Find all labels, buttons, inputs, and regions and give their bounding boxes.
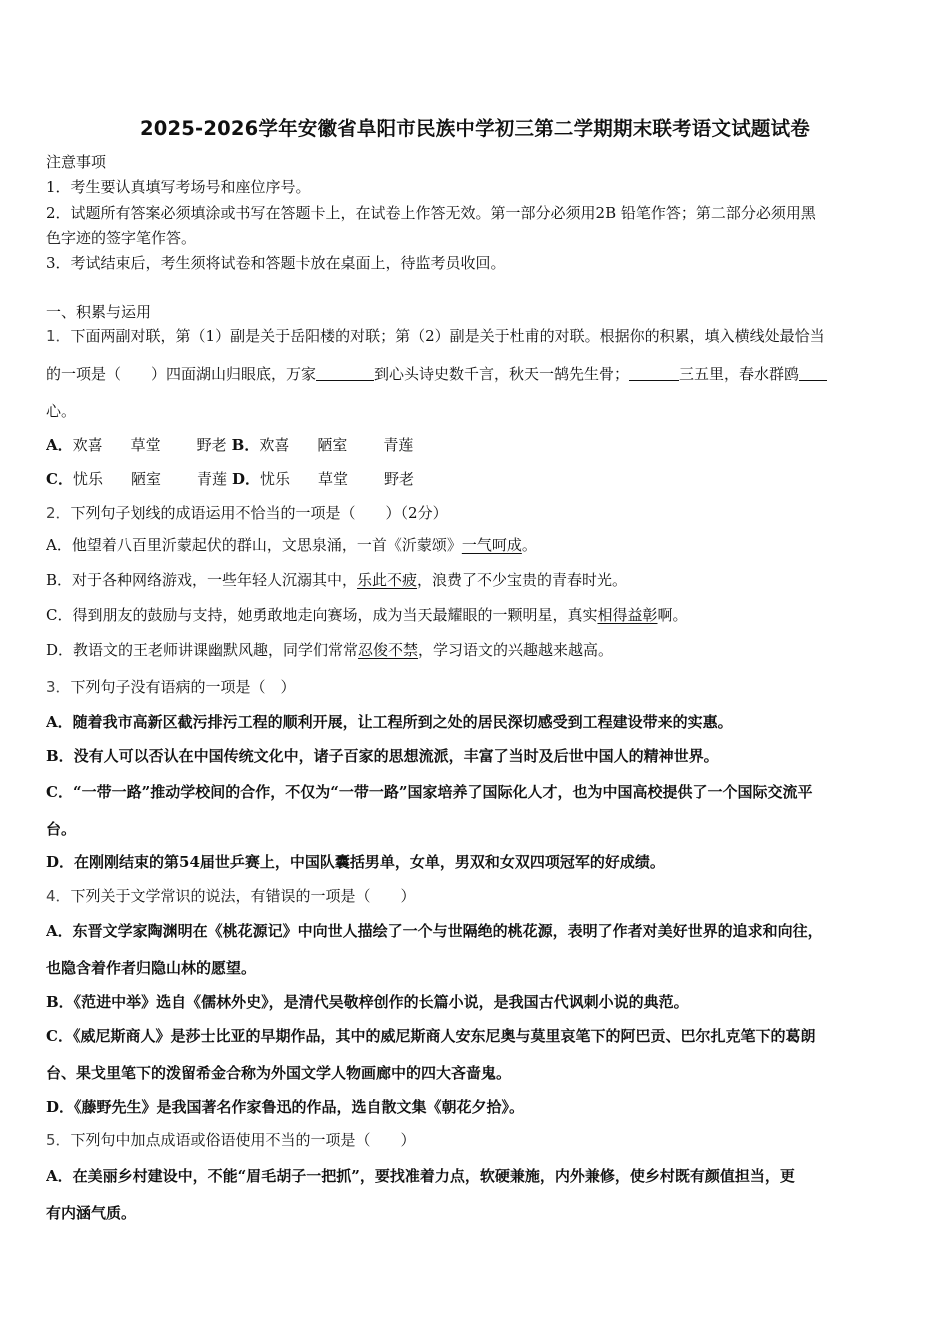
- q4-option-c-line1: C．《威尼斯商人》是莎士比亚的早期作品，其中的威尼斯商人安东尼奥与莫里哀笔下的阿巴贡、巴尔扎克笔下的葛朗: [46, 1027, 816, 1045]
- q1-option-b-label: B．: [231, 436, 260, 454]
- q1-option-a-word1: 欢喜: [72, 436, 103, 454]
- q1-option-d-word1: 忧乐: [259, 470, 290, 488]
- q2-a-idiom: 一气呵成: [461, 536, 522, 554]
- q2-option-c: [46, 605, 908, 625]
- q2-option-d: [46, 640, 908, 660]
- q4-option-a-line1: A．东晋文学家陶渊明在《桃花源记》中向世人描绘了一个与世隔绝的桃花源，表明了作者对美好世界的追求和向往，: [46, 922, 823, 940]
- section-heading: 一、积累与运用: [46, 303, 152, 321]
- q4-number: 4．: [46, 887, 71, 905]
- q2-b-text: B．对于各种网络游戏，一些年轻人沉溺其中，: [46, 571, 358, 589]
- q1-option-d-word3: 野老: [383, 470, 414, 488]
- q1-options-ab: [46, 435, 908, 455]
- q1-stem-line2: [46, 364, 908, 384]
- q5-number: 5．: [46, 1131, 71, 1149]
- notice-item-1: 1．考生要认真填写考场号和座位序号。: [46, 178, 311, 196]
- q2-d-text: D．教语文的王老师讲课幽默风趣，同学们常常: [46, 641, 359, 659]
- q1-blank-1: [316, 366, 374, 381]
- q4-option-b: B．《范进中举》选自《儒林外史》，是清代吴敬梓创作的长篇小说，是我国古代讽刺小说的典范。: [46, 993, 689, 1011]
- q2-b-idiom: 乐此不疲: [357, 571, 418, 589]
- q4-option-d: D．《藤野先生》是我国著名作家鲁迅的作品，选自散文集《朝花夕拾》。: [46, 1098, 525, 1116]
- q1-option-d-word2: 草堂: [317, 470, 348, 488]
- q5-stem: 下列句中加点成语或俗语使用不当的一项是（ ）: [70, 1131, 416, 1149]
- q1-option-d-label: D．: [231, 470, 260, 488]
- q1-option-b-word1: 欢喜: [259, 436, 290, 454]
- q1-option-a-label: A．: [46, 436, 73, 454]
- q2-c-idiom: 相得益彰: [597, 606, 658, 624]
- q2-number: 2．: [46, 504, 71, 522]
- q3-option-d: D．在刚刚结束的第54届世乒赛上，中国队囊括男单，女单，男双和女双四项冠军的好成绩。: [46, 853, 665, 871]
- q3-option-c-line2: 台。: [46, 820, 77, 838]
- notice-item-3: 3．考试结束后，考生须将试卷和答题卡放在桌面上，待监考员收回。: [46, 254, 506, 272]
- q1-option-b-word3: 青莲: [383, 436, 414, 454]
- q1-option-a-word2: 草堂: [130, 436, 161, 454]
- q2-b-end: ，浪费了不少宝贵的青春时光。: [417, 571, 628, 589]
- q1-option-a-word3: 野老: [196, 436, 227, 454]
- q2-option-a: [46, 535, 908, 555]
- q5-option-a-line1: A．在美丽乡村建设中，不能“眉毛胡子一把抓”，要找准着力点，软硬兼施，内外兼修，使乡村既有颜值担当，更: [46, 1167, 795, 1185]
- q1-number: 1．: [46, 327, 71, 345]
- q1-blank-3: [799, 366, 827, 381]
- q2-d-idiom: 忍俊不禁: [358, 641, 419, 659]
- q5-option-a-line2: 有内涵气质。: [46, 1204, 137, 1222]
- q2-option-b: [46, 570, 908, 590]
- q4-option-a-line2: 也隐含着作者归隐山林的愿望。: [46, 959, 257, 977]
- page-title: 2025-2026学年安徽省阜阳市民族中学初三第二学期期末联考语文试题试卷: [139, 117, 811, 140]
- notice-heading: 注意事项: [46, 153, 107, 171]
- q2-c-end: 啊。: [657, 606, 688, 624]
- q3-stem-line: [46, 677, 908, 697]
- q4-stem: 下列关于文学常识的说法，有错误的一项是（ ）: [70, 887, 416, 905]
- notice-item-2: 2．试题所有答案必须填涂或书写在答题卡上，在试卷上作答无效。第一部分必须用2B 铅笔作答；第二部分必须用黑: [46, 204, 816, 222]
- q2-d-end: ，学习语文的兴趣越来越高。: [418, 641, 614, 659]
- q3-stem: 下列句子没有语病的一项是（ ）: [70, 678, 296, 696]
- q1-options-cd: [46, 469, 908, 489]
- q1-stem: 下面两副对联，第（1）副是关于岳阳楼的对联；第（2）副是关于杜甫的对联。根据你的积累，填入横线处最恰当: [70, 327, 825, 345]
- q1-blank-2: [629, 366, 679, 381]
- q4-option-c-line2: 台、果戈里笔下的泼留希金合称为外国文学人物画廊中的四大吝啬鬼。: [46, 1064, 512, 1082]
- q1-text-a: 的一项是（ ）四面湖山归眼底，万家: [46, 365, 317, 383]
- notice-item-2-cont: 色字迹的签字笔作答。: [46, 229, 197, 247]
- q3-option-b: B．没有人可以否认在中国传统文化中，诸子百家的思想流派，丰富了当时及后世中国人的精神世界。: [46, 747, 719, 765]
- q5-stem-line: [46, 1130, 908, 1150]
- q2-a-text: A．他望着八百里沂蒙起伏的群山，文思泉涌，一首《沂蒙颂》: [46, 536, 462, 554]
- q1-option-c-word3: 青莲: [196, 470, 227, 488]
- q1-text-b: 到心头诗史数千言，秋天一鹄先生骨；: [374, 365, 630, 383]
- q4-stem-line: [46, 886, 908, 906]
- q1-option-c-word1: 忧乐: [72, 470, 103, 488]
- q2-a-end: 。: [521, 536, 537, 554]
- q1-option-c-label: C．: [46, 470, 73, 488]
- q3-option-a: A．随着我市高新区截污排污工程的顺利开展，让工程所到之处的居民深切感受到工程建设带来的实惠。: [46, 713, 733, 731]
- q2-c-text: C．得到朋友的鼓励与支持，她勇敢地走向赛场，成为当天最耀眼的一颗明星，真实: [46, 606, 598, 624]
- q2-stem: 下列句子划线的成语运用不恰当的一项是（ ）（2分）: [70, 504, 448, 522]
- q3-number: 3．: [46, 678, 71, 696]
- q1-option-b-word2: 陋室: [317, 436, 348, 454]
- q1-stem-line3: 心。: [46, 402, 77, 420]
- q1-text-c: 三五里，春水群鸥: [679, 365, 800, 383]
- q3-option-c-line1: C．“一带一路”推动学校间的合作，不仅为“一带一路”国家培养了国际化人才，也为中国高校提供了一个国际交流平: [46, 783, 813, 801]
- q1-stem-line1: [46, 326, 908, 346]
- q2-stem-line: [46, 503, 908, 523]
- q1-option-c-word2: 陋室: [130, 470, 161, 488]
